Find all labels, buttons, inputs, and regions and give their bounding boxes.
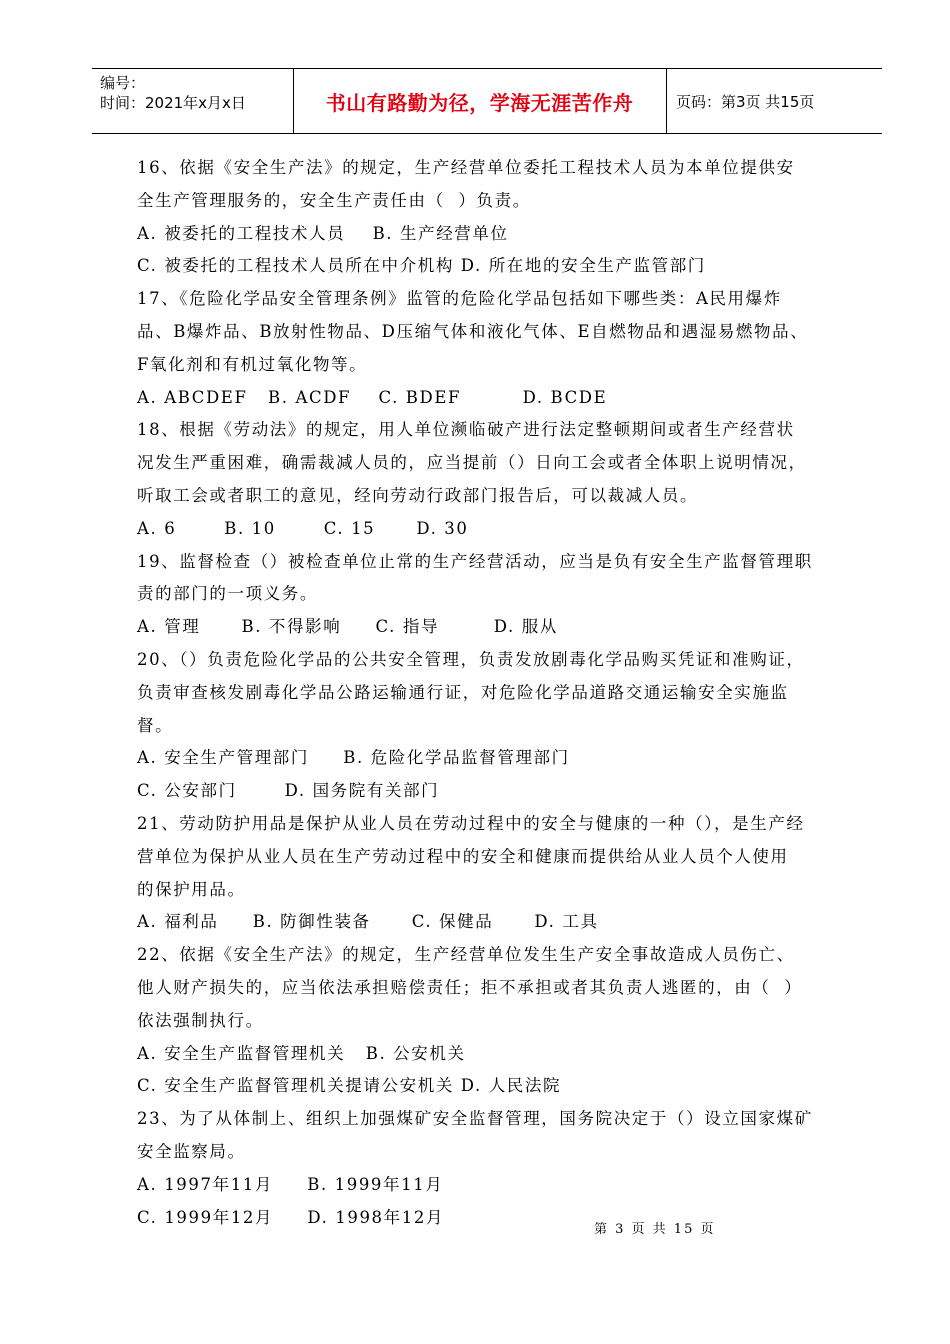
text-line: 23、为了从体制上、组织上加强煤矿安全监督管理，国务院决定于（）设立国家煤矿 [137,1109,813,1129]
text-line: 17、《危险化学品安全管理条例》监管的危险化学品包括如下哪些类：A民用爆炸 [137,289,782,309]
text-line: 22、依据《安全生产法》的规定，生产经营单位发生生产安全事故造成人员伤亡、 [137,945,795,965]
text-line: 况发生严重困难，确需裁减人员的，应当提前（）日向工会或者全体职上说明情况， [137,453,807,473]
text-line: A. ABCDEF B. ACDF C. BDEF D. BCDE [137,387,608,407]
text-line: 负责审查核发剧毒化学品公路运输通行证，对危险化学品道路交通运输安全实施监 [137,682,789,702]
text-line: 全生产管理服务的，安全生产责任由（ ）负责。 [137,190,531,210]
text-line: 19、监督检查（）被检查单位止常的生产经营活动，应当是负有安全生产监督管理职 [137,551,813,571]
text-line: 21、劳动防护用品是保护从业人员在劳动过程中的安全与健康的一种（），是生产经 [137,813,805,833]
text-line: 依法强制执行。 [137,1010,264,1030]
text-line: A. 管理 B. 不得影响 C. 指导 D. 服从 [137,617,558,637]
text-line: A. 安全生产监督管理机关 B. 公安机关 [137,1043,466,1063]
header-divider [666,69,667,133]
text-line: A. 6 B. 10 C. 15 D. 30 [137,518,469,538]
text-line: 品、B爆炸品、B放射性物品、D压缩气体和液化气体、E自燃物品和遇湿易燃物品、 [137,321,809,341]
text-line: 营单位为保护从业人员在生产劳动过程中的安全和健康而提供给从业人员个人使用 [137,846,789,866]
text-line: 听取工会或者职工的意见，经向劳动行政部门报告后，可以裁减人员。 [137,485,699,505]
header-motto: 书山有路勤为径，学海无涯苦作舟 [325,90,634,115]
text-line: 他人财产损失的，应当依法承担赔偿责任；拒不承担或者其负责人逃匿的，由（ ） [137,977,803,997]
text-line: 安全监察局。 [137,1141,246,1161]
page-header [92,68,882,134]
text-line: 责的部门的一项义务。 [137,584,318,604]
text-line: 督。 [137,715,174,735]
text-line: 的保护用品。 [137,879,246,899]
question-list [137,152,853,1234]
text-line: C. 1999年12月 D. 1998年12月 [137,1207,445,1227]
header-meta [100,73,290,113]
text-line: C. 被委托的工程技术人员所在中介机构 D. 所在地的安全生产监管部门 [137,256,706,276]
number-label: 编号： [100,74,146,92]
text-line: A. 福利品 B. 防御性装备 C. 保健品 D. 工具 [137,912,599,932]
text-line: 16、依据《安全生产法》的规定，生产经营单位委托工程技术人员为本单位提供安 [137,158,795,177]
header-page-number: 页码：第3页 共15页 [676,92,815,111]
text-line: A. 1997年11月 B. 1999年11月 [137,1174,444,1194]
text-line: A. 被委托的工程技术人员 B. 生产经营单位 [137,223,509,243]
text-line: A. 安全生产管理部门 B. 危险化学品监督管理部门 [137,748,570,768]
text-line: F氧化剂和有机过氧化物等。 [137,354,368,374]
text-line: 18、根据《劳动法》的规定，用人单位濒临破产进行法定整顿期间或者生产经营状 [137,420,795,440]
page-footer: 第 3 页 共 15 页 [594,1222,716,1237]
time-label: 时间：2021年x月x日 [100,94,246,112]
text-line: C. 安全生产监督管理机关提请公安机关 D. 人民法院 [137,1076,562,1096]
text-line: 20、（）负责危险化学品的公共安全管理，负责发放剧毒化学品购买凭证和准购证， [137,649,805,669]
text-line: C. 公安部门 D. 国务院有关部门 [137,781,440,801]
